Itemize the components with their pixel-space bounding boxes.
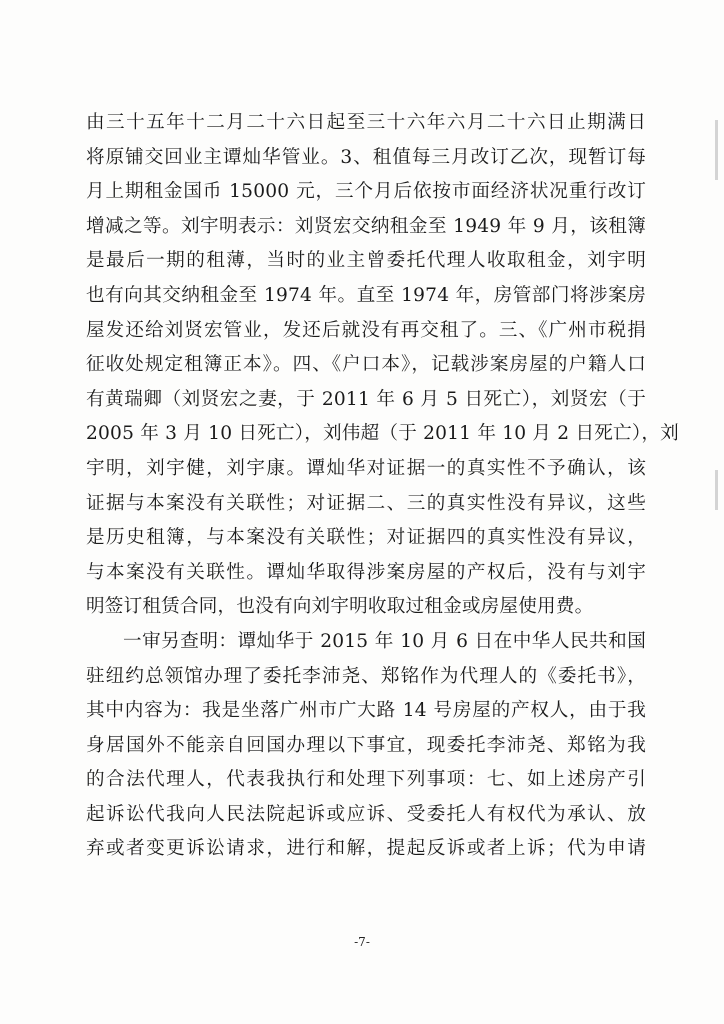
document-body	[86, 106, 679, 867]
text-line: 由三十五年十二月二十六日起至三十六年六月二十六日止期满日	[86, 112, 646, 133]
text-line: 增减之等。刘宇明表示：刘贤宏交纳租金至 1949 年 9 月，该租簿	[86, 215, 646, 237]
text-line: 一审另查明：谭灿华于 2015 年 10 月 6 日在中华人民共和国	[123, 630, 646, 652]
text-line: 的合法代理人，代表我执行和处理下列事项：七、如上述房产引	[86, 769, 646, 791]
text-line: 与本案没有关联性。谭灿华取得涉案房屋的产权后，没有与刘宇	[86, 561, 646, 583]
scan-margin-mark	[715, 120, 718, 180]
text-line: 明签订租赁合同，也没有向刘宇明收取过租金或房屋使用费。	[86, 596, 594, 618]
text-line: 是最后一期的租薄，当时的业主曾委托代理人收取租金，刘宇明	[86, 250, 646, 272]
text-line: 也有向其交纳租金至 1974 年。直至 1974 年，房管部门将涉案房	[86, 284, 646, 306]
text-line: 身居国外不能亲自回国办理以下事宜，现委托李沛尧、郑铭为我	[86, 734, 646, 756]
text-line: 宇明，刘宇健，刘宇康。谭灿华对证据一的真实性不予确认，该	[86, 457, 646, 479]
text-line: 弃或者变更诉讼请求，进行和解，提起反诉或者上诉；代为申请	[86, 838, 646, 860]
text-line: 是历史租簿，与本案没有关联性；对证据四的真实性没有异议，	[86, 527, 646, 549]
text-line: 2005 年 3 月 10 日死亡），刘伟超（于 2011 年 10 月 2 日死亡），刘	[86, 423, 679, 445]
text-line: 其中内容为：我是坐落广州市广大路 14 号房屋的产权人，由于我	[86, 700, 646, 722]
text-line: 屋发还给刘贤宏管业，发还后就没有再交租了。三、《广州市税捐	[86, 319, 646, 341]
text-line: 起诉讼代我向人民法院起诉或应诉、受委托人有权代为承认、放	[86, 803, 646, 825]
text-line: 月上期租金国币 15000 元，三个月后依按市面经济状况重行改订	[86, 181, 646, 203]
page-number: -7-	[354, 935, 370, 949]
text-line: 驻纽约总领馆办理了委托李沛尧、郑铭作为代理人的《委托书》，	[86, 665, 646, 687]
text-line: 证据与本案没有关联性；对证据二、三的真实性没有异议，这些	[86, 492, 646, 514]
text-line: 有黄瑞卿（刘贤宏之妻，于 2011 年 6 月 5 日死亡），刘贤宏（于	[86, 388, 646, 410]
scan-margin-mark	[715, 470, 718, 510]
text-line: 将原铺交回业主谭灿华管业。3、租值每三月改订乙次，现暂订每	[86, 146, 646, 168]
text-line: 征收处规定租簿正本》。四、《户口本》，记载涉案房屋的户籍人口	[86, 354, 646, 376]
